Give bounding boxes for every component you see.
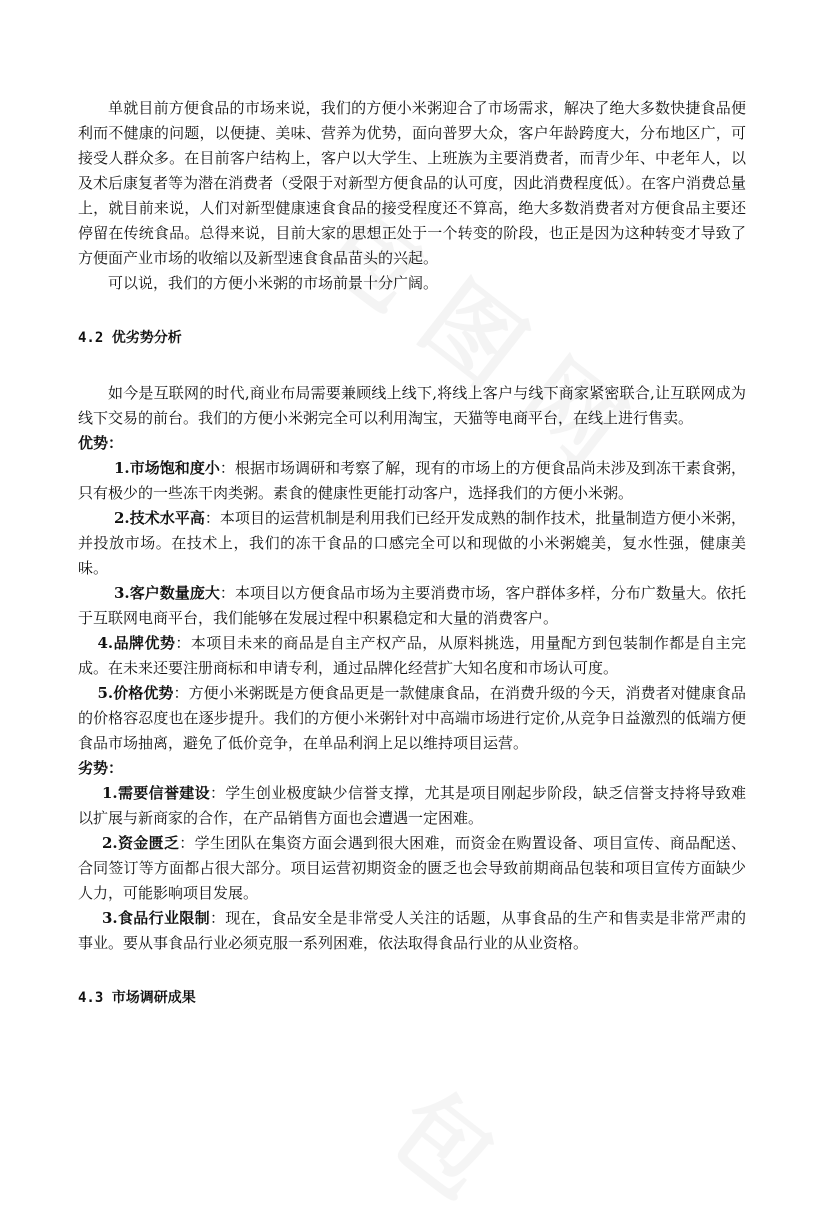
disadvantage-text: ：学生创业极度缺少信誉支撑，尤其是项目刚起步阶段，缺乏信誉支持将导致难以扩展与新商家的合作，在产品销售方面也会遭遇一定困难。 <box>78 784 746 827</box>
section-4-3-heading: 4.3 市场调研成果 <box>78 990 196 1006</box>
advantage-item <box>78 631 746 681</box>
advantage-label: 3.客户数量庞大 <box>114 584 220 602</box>
advantage-label: 5.价格优势 <box>97 684 174 702</box>
advantages-heading: 优势： <box>78 434 124 452</box>
disadvantage-label: 1.需要信誉建设 <box>102 784 210 802</box>
advantage-item <box>78 581 746 631</box>
advantage-text: ：方便小米粥既是方便食品更是一款健康食品，在消费升级的今天，消费者对健康食品的价格容忍度也在逐步提升。我们的方便小米粥针对中高端市场进行定价,从竞争日益激烈的低端方便食品市场抽离，避免了低价竞争，在单品利润上足以维持项目运营。 <box>78 684 746 752</box>
advantage-item <box>78 456 746 506</box>
document-body <box>78 96 746 1011</box>
disadvantage-item <box>78 831 746 906</box>
advantage-text: ：本项目未来的商品是自主产权产品，从原料挑选，用量配方到包装制作都是自主完成。在未来还要注册商标和申请专利，通过品牌化经营扩大知名度和市场认可度。 <box>78 634 746 677</box>
disadvantages-heading: 劣势： <box>78 759 124 777</box>
advantage-text: ：本项目以方便食品市场为主要消费市场，客户群体多样，分布广数量大。依托于互联网电商平台，我们能够在发展过程中积累稳定和大量的消费客户。 <box>78 584 746 627</box>
section-4-2-heading: 4.2 优劣势分析 <box>78 330 182 346</box>
advantage-text: ：本项目的运营机制是利用我们已经开发成熟的制作技术，批量制造方便小米粥，并投放市场。在技术上，我们的冻干食品的口感完全可以和现做的小米粥媲美，复水性强，健康美味。 <box>78 509 746 577</box>
advantage-item <box>78 681 746 756</box>
disadvantage-item <box>78 781 746 831</box>
disadvantage-text: ：学生团队在集资方面会遇到很大困难，而资金在购置设备、项目宣传、商品配送、合同签订等方面都占很大部分。项目运营初期资金的匮乏也会导致前期商品包装和项目宣传方面缺少人力，可能影响项目发展。 <box>78 834 746 902</box>
advantage-item <box>78 506 746 581</box>
intro-paragraph: 单就目前方便食品的市场来说，我们的方便小米粥迎合了市场需求，解决了绝大多数快捷食品便利而不健康的问题，以便捷、美味、营养为优势，面向普罗大众，客户年龄跨度大，分布地区广，可接受人群众多。在目前客户结构上，客户以大学生、上班族为主要消费者，而青少年、中老年人，以及术后康复者等为潜在消费者（受限于对新型方便食品的认可度，因此消费程度低）。在客户消费总量上，就目前来说，人们对新型健康速食食品的接受程度还不算高，绝大多数消费者对方便食品主要还停留在传统食品。总得来说，目前大家的思想正处于一个转变的阶段，也正是因为这种转变才导致了方便面产业市场的收缩以及新型速食食品苗头的兴起。 <box>78 99 746 267</box>
disadvantage-item <box>78 906 746 956</box>
disadvantage-text: ：现在，食品安全是非常受人关注的话题，从事食品的生产和售卖是非常严肃的事业。要从事食品行业必须克服一系列困难，依法取得食品行业的从业资格。 <box>78 909 746 952</box>
advantage-label: 2.技术水平高 <box>114 509 205 527</box>
advantage-label: 4.品牌优势 <box>97 634 176 652</box>
disadvantage-label: 2.资金匮乏 <box>102 834 180 852</box>
advantage-label: 1.市场饱和度小 <box>114 459 220 477</box>
summary-paragraph: 可以说，我们的方便小米粥的市场前景十分广阔。 <box>108 274 439 292</box>
section-4-2-intro: 如今是互联网的时代,商业布局需要兼顾线上线下,将线上客户与线下商家紧密联合,让互联网成为线下交易的前台。我们的方便小米粥完全可以利用淘宝，天猫等电商平台，在线上进行售卖。 <box>78 384 746 427</box>
advantage-text: ：根据市场调研和考察了解，现有的市场上的方便食品尚未涉及到冻干素食粥，只有极少的一些冻干肉类粥。素食的健康性更能打动客户，选择我们的方便小米粥。 <box>78 459 746 502</box>
disadvantage-label: 3.食品行业限制 <box>102 909 210 927</box>
watermark-bottom <box>368 1055 528 1222</box>
